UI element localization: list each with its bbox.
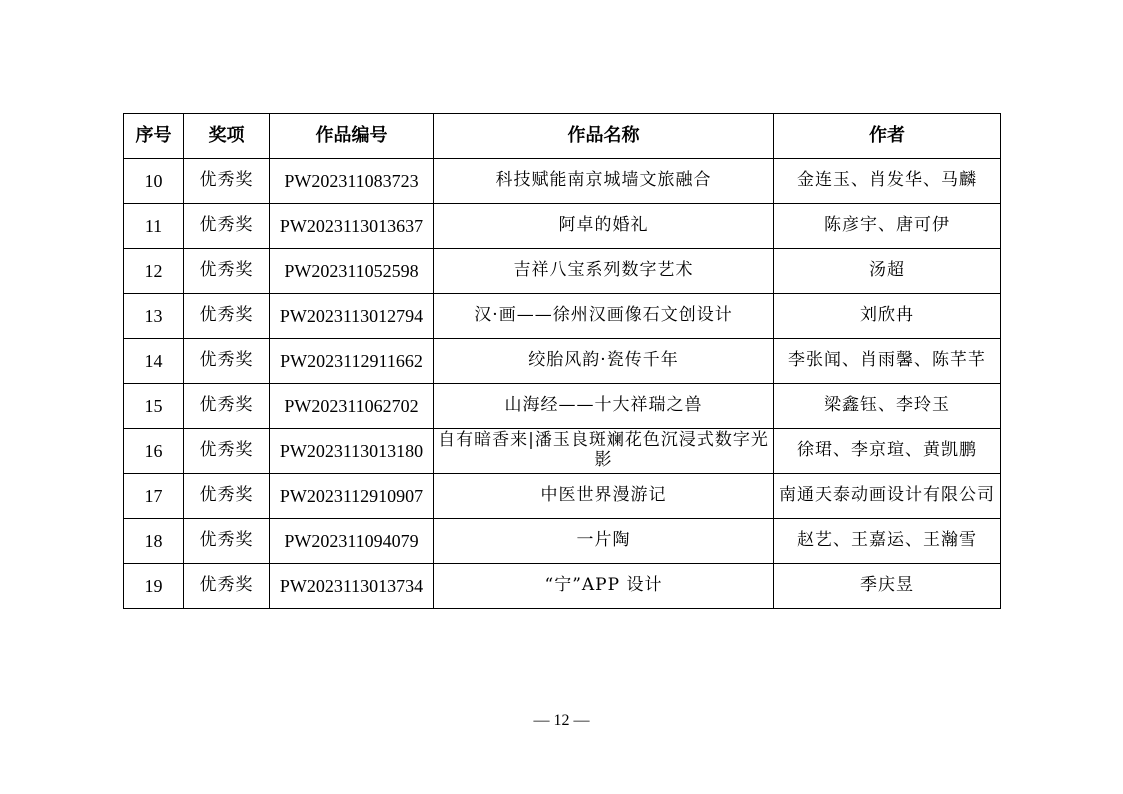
table-row [124, 564, 1001, 609]
cell-author: 刘欣冉 [774, 294, 1001, 339]
cell-award: 优秀奖 [184, 519, 270, 564]
cell-award: 优秀奖 [184, 249, 270, 294]
cell-seq: 18 [124, 519, 184, 564]
table-row [124, 474, 1001, 519]
cell-award: 优秀奖 [184, 204, 270, 249]
cell-seq: 17 [124, 474, 184, 519]
table-row [124, 429, 1001, 474]
header-seq: 序号 [124, 114, 184, 159]
cell-award: 优秀奖 [184, 429, 270, 474]
table-row [124, 204, 1001, 249]
cell-seq: 13 [124, 294, 184, 339]
cell-title: 中医世界漫游记 [434, 474, 774, 519]
cell-seq: 11 [124, 204, 184, 249]
header-award: 奖项 [184, 114, 270, 159]
cell-author: 汤超 [774, 249, 1001, 294]
cell-seq: 12 [124, 249, 184, 294]
table-row [124, 249, 1001, 294]
cell-author: 陈彦宇、唐可伊 [774, 204, 1001, 249]
cell-title: “宁”APP 设计 [434, 564, 774, 609]
cell-seq: 19 [124, 564, 184, 609]
table-row [124, 519, 1001, 564]
cell-award: 优秀奖 [184, 564, 270, 609]
cell-seq: 16 [124, 429, 184, 474]
cell-seq: 14 [124, 339, 184, 384]
cell-code: PW202311083723 [270, 159, 434, 204]
cell-code: PW2023113013637 [270, 204, 434, 249]
table-row [124, 294, 1001, 339]
cell-code: PW202311094079 [270, 519, 434, 564]
page-number: — 12 — [533, 712, 590, 729]
table-row [124, 339, 1001, 384]
cell-author: 李张闻、肖雨馨、陈芊芊 [774, 339, 1001, 384]
cell-author: 赵艺、王嘉运、王瀚雪 [774, 519, 1001, 564]
cell-title: 汉·画——徐州汉画像石文创设计 [434, 294, 774, 339]
cell-title: 吉祥八宝系列数字艺术 [434, 249, 774, 294]
cell-seq: 15 [124, 384, 184, 429]
cell-author: 金连玉、肖发华、马麟 [774, 159, 1001, 204]
awards-table [123, 113, 1001, 609]
cell-title: 自有暗香来|潘玉良斑斓花色沉浸式数字光影 [434, 429, 774, 474]
table-header-row [124, 114, 1001, 159]
cell-seq: 10 [124, 159, 184, 204]
header-code: 作品编号 [270, 114, 434, 159]
cell-title: 科技赋能南京城墙文旅融合 [434, 159, 774, 204]
cell-award: 优秀奖 [184, 294, 270, 339]
cell-code: PW2023113013734 [270, 564, 434, 609]
cell-code: PW202311062702 [270, 384, 434, 429]
header-author: 作者 [774, 114, 1001, 159]
cell-title: 一片陶 [434, 519, 774, 564]
cell-code: PW2023112910907 [270, 474, 434, 519]
cell-award: 优秀奖 [184, 384, 270, 429]
cell-author: 季庆昱 [774, 564, 1001, 609]
cell-award: 优秀奖 [184, 159, 270, 204]
cell-code: PW2023112911662 [270, 339, 434, 384]
table-row [124, 159, 1001, 204]
cell-author: 南通天泰动画设计有限公司 [774, 474, 1001, 519]
cell-code: PW2023113013180 [270, 429, 434, 474]
cell-author: 徐珺、李京瑄、黄凯鹏 [774, 429, 1001, 474]
cell-code: PW202311052598 [270, 249, 434, 294]
cell-title: 山海经——十大祥瑞之兽 [434, 384, 774, 429]
cell-title: 绞胎风韵·瓷传千年 [434, 339, 774, 384]
cell-code: PW2023113012794 [270, 294, 434, 339]
cell-title: 阿卓的婚礼 [434, 204, 774, 249]
header-title: 作品名称 [434, 114, 774, 159]
cell-award: 优秀奖 [184, 339, 270, 384]
table-row [124, 384, 1001, 429]
cell-author: 梁鑫钰、李玲玉 [774, 384, 1001, 429]
cell-award: 优秀奖 [184, 474, 270, 519]
